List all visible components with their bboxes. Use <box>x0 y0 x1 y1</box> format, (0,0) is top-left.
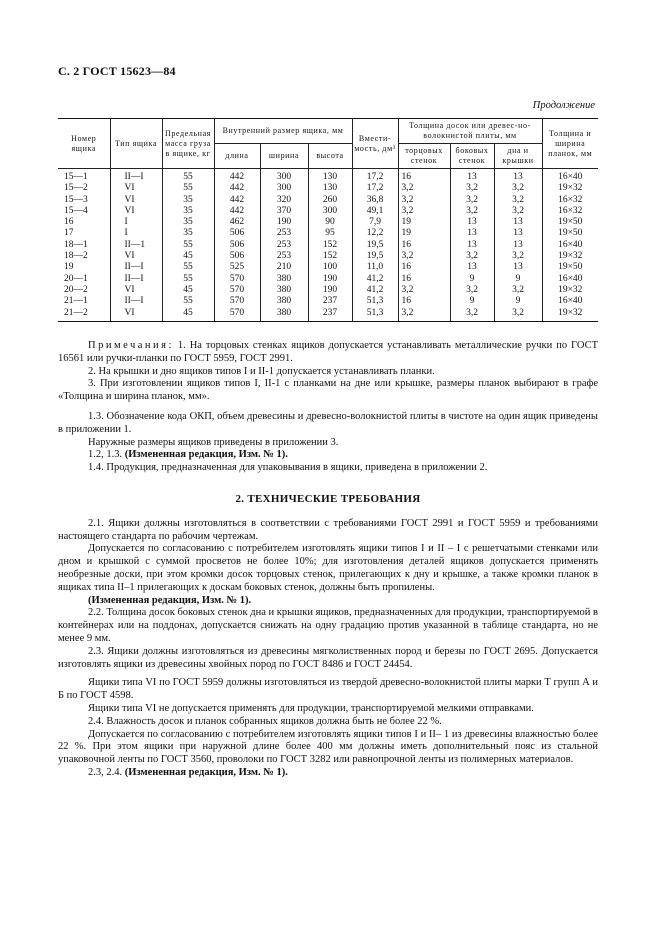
table-cell: 210 <box>260 262 308 273</box>
table-row <box>58 285 598 296</box>
table-cell: 15—3 <box>58 195 110 206</box>
table-cell: 300 <box>260 169 308 184</box>
table-cell: 253 <box>260 228 308 239</box>
table-cell: 152 <box>308 251 352 262</box>
table-cell: 19×50 <box>542 262 598 273</box>
table-cell: 35 <box>162 228 214 239</box>
table-cell: 19×32 <box>542 285 598 296</box>
notes-label: Примечания: <box>88 340 174 351</box>
header-height: высота <box>308 144 352 169</box>
header-number: Номер ящика <box>58 119 110 169</box>
page-header: С. 2 ГОСТ 15623—84 <box>58 64 176 78</box>
table-cell: 3,2 <box>494 285 542 296</box>
paragraph-outer-sizes: Наружные размеры ящиков приведены в приложении 3. <box>88 436 339 448</box>
table-cell: VI <box>110 308 162 322</box>
table-cell: 300 <box>308 206 352 217</box>
table-cell: I <box>110 228 162 239</box>
table-row <box>58 251 598 262</box>
table-row <box>58 183 598 194</box>
table-cell: 16 <box>398 262 450 273</box>
table-cell: 442 <box>214 183 260 194</box>
table-cell: 237 <box>308 296 352 307</box>
table-cell: 18—1 <box>58 240 110 251</box>
table-row <box>58 195 598 206</box>
table-cell: 3,2 <box>450 285 494 296</box>
table-cell: 13 <box>450 240 494 251</box>
header-slats: Толщина и ширина планок, мм <box>542 119 598 169</box>
table-cell: 20—1 <box>58 274 110 285</box>
table-cell: 300 <box>260 183 308 194</box>
table-cell: 7,9 <box>352 217 398 228</box>
table-cell: 55 <box>162 296 214 307</box>
table-cell: 13 <box>450 262 494 273</box>
table-cell: 20—2 <box>58 285 110 296</box>
paragraph-2-4: 2.4. Влажность досок и планок собранных ящиков должна быть не более 22 %. <box>88 715 442 727</box>
paragraph-2-1-b: Допускается по согласованию с потребителем изготовлять ящики типов I и II – I с решетчатыми стенками или дном и крышкой с суммой просветов не более 10%; для изготовления деталей ящиков допускается применять необрезные доски, при этом кромки досок торцовых стенок, прилегающих к дну и крышке, а также кромки планок в ящиках типа II–1 прилегающих к доскам боковых стенок, должны быть пропилены. <box>58 543 598 593</box>
header-width: ширина <box>260 144 308 169</box>
table-cell: 19×32 <box>542 308 598 322</box>
table-cell: 19×50 <box>542 228 598 239</box>
paragraph-2-1: 2.1. Ящики должны изготовляться в соответствии с требованиями ГОСТ 2991 и ГОСТ 5959 и требованиями настоящего стандарта по рабочим чертежам. <box>58 517 598 542</box>
table-cell: 380 <box>260 285 308 296</box>
table-cell: 16×40 <box>542 274 598 285</box>
table-cell: 13 <box>450 169 494 184</box>
table-cell: 13 <box>494 217 542 228</box>
note-2: 2. На крышки и дно ящиков типов I и II-1 допускается устанавливать планки. <box>88 365 435 377</box>
table-cell: 55 <box>162 240 214 251</box>
table-cell: 3,2 <box>398 285 450 296</box>
table-cell: 190 <box>260 217 308 228</box>
table-row <box>58 274 598 285</box>
table-cell: 17,2 <box>352 169 398 184</box>
table-cell: II—I <box>110 262 162 273</box>
table-cell: 41,2 <box>352 274 398 285</box>
table-cell: 152 <box>308 240 352 251</box>
table-cell: 570 <box>214 308 260 322</box>
table-cell: 55 <box>162 262 214 273</box>
table-cell: 18—2 <box>58 251 110 262</box>
table-cell: II—I <box>110 296 162 307</box>
header-side-walls: боковых стенок <box>450 144 494 169</box>
table-cell: 17 <box>58 228 110 239</box>
table-cell: 95 <box>308 228 352 239</box>
table-cell: 16 <box>398 169 450 184</box>
table-cell: 130 <box>308 183 352 194</box>
table-cell: 9 <box>450 274 494 285</box>
table-cell: 442 <box>214 206 260 217</box>
table-cell: 45 <box>162 308 214 322</box>
paragraph-2-3-b: Ящики типа VI по ГОСТ 5959 должны изготовляться из твердой древесно-волокнистой плиты марки Т групп А и Б по ГОСТ 4598. <box>58 677 598 702</box>
header-end-walls: торцовых стенок <box>398 144 450 169</box>
header-max-mass: Предельная масса груза в ящике, кг <box>162 119 214 169</box>
table-cell: 9 <box>450 296 494 307</box>
table-row <box>58 169 598 184</box>
table-cell: 13 <box>494 228 542 239</box>
table-cell: 380 <box>260 308 308 322</box>
table-cell: 3,2 <box>494 183 542 194</box>
table-cell: VI <box>110 195 162 206</box>
table-cell: 380 <box>260 274 308 285</box>
table-cell: 16 <box>398 274 450 285</box>
paragraph-2-3: 2.3. Ящики должны изготовляться из древесины мягколиственных пород и березы по ГОСТ 2695. Допускается изготовлять ящики из древесины хвойных пород по ГОСТ 8486 и ГОСТ 24454. <box>58 645 598 670</box>
table-cell: 15—4 <box>58 206 110 217</box>
table-cell: 3,2 <box>450 251 494 262</box>
table-cell: II—I <box>110 274 162 285</box>
table-cell: 130 <box>308 169 352 184</box>
table-cell: VI <box>110 285 162 296</box>
table-cell: 506 <box>214 240 260 251</box>
amend-prefix-3: 2.3, 2.4. <box>88 766 123 778</box>
amendment-note-1: (Измененная редакция, Изм. № 1). <box>124 449 288 461</box>
table-body <box>58 169 598 322</box>
table-cell: 12,2 <box>352 228 398 239</box>
table-cell: VI <box>110 251 162 262</box>
table-cell: 190 <box>308 285 352 296</box>
note-3: 3. При изготовлении ящиков типов I, II-1 с планками на дне или крышке, размеры планок выбирают в графе «Толщина и ширина планок, мм». <box>58 378 598 403</box>
table-cell: 442 <box>214 169 260 184</box>
amendment-note-3: (Измененная редакция, Изм. № 1). <box>124 766 288 778</box>
table-cell: 19 <box>398 217 450 228</box>
table-cell: 13 <box>494 169 542 184</box>
table-cell: 17,2 <box>352 183 398 194</box>
table-cell: 380 <box>260 296 308 307</box>
table-row <box>58 206 598 217</box>
table-cell: 253 <box>260 251 308 262</box>
table-cell: 3,2 <box>450 183 494 194</box>
table-cell: VI <box>110 183 162 194</box>
table-cell: 3,2 <box>398 251 450 262</box>
table-cell: 19,5 <box>352 240 398 251</box>
table-cell: 19 <box>58 262 110 273</box>
section-2-title: 2. ТЕХНИЧЕСКИЕ ТРЕБОВАНИЯ <box>235 493 421 505</box>
table-cell: 100 <box>308 262 352 273</box>
table-cell: 3,2 <box>398 206 450 217</box>
table-cell: 35 <box>162 217 214 228</box>
table-cell: 570 <box>214 285 260 296</box>
table-cell: 13 <box>450 228 494 239</box>
table-cell: 320 <box>260 195 308 206</box>
table-cell: 15—1 <box>58 169 110 184</box>
table-cell: II—I <box>110 169 162 184</box>
header-bottom-lid: дна и крышки <box>494 144 542 169</box>
table-cell: 49,1 <box>352 206 398 217</box>
table-cell: 370 <box>260 206 308 217</box>
table-cell: 13 <box>450 217 494 228</box>
paragraph-2-2: 2.2. Толщина досок боковых стенок дна и крышки ящиков, предназначенных для продукции, транспортируемой в контейнерах или на поддонах, допускается снижать на одну градацию против указанной в таблице стандарта, но не менее 9 мм. <box>58 607 598 644</box>
table-cell: 35 <box>162 206 214 217</box>
table-cell: 3,2 <box>494 195 542 206</box>
table-cell: 55 <box>162 169 214 184</box>
section-1-tail <box>58 411 598 475</box>
table-cell: 3,2 <box>450 308 494 322</box>
section-2 <box>58 493 598 780</box>
table-cell: 55 <box>162 183 214 194</box>
table-cell: 19 <box>398 228 450 239</box>
header-thickness: Толщина досок или древес-но-волокнистой плиты, мм <box>398 119 542 144</box>
table-cell: 55 <box>162 274 214 285</box>
notes-block <box>58 340 598 404</box>
table-cell: 16×40 <box>542 240 598 251</box>
table-cell: 525 <box>214 262 260 273</box>
table-cell: 3,2 <box>398 308 450 322</box>
box-sizes-table <box>58 118 598 322</box>
table-cell: 15—2 <box>58 183 110 194</box>
table-cell: I <box>110 217 162 228</box>
table-cell: 9 <box>494 274 542 285</box>
table-cell: 506 <box>214 228 260 239</box>
note-1: 1. На торцовых стенках ящиков допускается устанавливать металлические ручки по ГОСТ 16561 или ручки-планки по ГОСТ 5959, ГОСТ 2991. <box>58 340 598 364</box>
paragraph-1-3: 1.3. Обозначение кода ОКП, объем древесины и древесно-волокнистой плиты в чистоте на один ящик приведены в приложении 1. <box>58 411 598 435</box>
table-cell: 51,3 <box>352 296 398 307</box>
table-row <box>58 308 598 322</box>
paragraph-2-3-2-4-amend <box>58 767 598 780</box>
table-cell: 506 <box>214 251 260 262</box>
table-cell: 19×32 <box>542 251 598 262</box>
table-cell: 51,3 <box>352 308 398 322</box>
table-cell: 3,2 <box>398 183 450 194</box>
header-length: длина <box>214 144 260 169</box>
table-cell: 19×50 <box>542 217 598 228</box>
table-cell: 16×40 <box>542 169 598 184</box>
table-cell: 570 <box>214 296 260 307</box>
continuation-label: Продолжение <box>532 100 595 111</box>
table-cell: 253 <box>260 240 308 251</box>
header-inner-size: Внутренний размер ящика, мм <box>214 119 352 144</box>
table-cell: 9 <box>494 296 542 307</box>
table-cell: 11,0 <box>352 262 398 273</box>
table-cell: 3,2 <box>494 206 542 217</box>
table-cell: 16 <box>58 217 110 228</box>
table-cell: 16×40 <box>542 296 598 307</box>
table-cell: 3,2 <box>494 251 542 262</box>
table-cell: 3,2 <box>494 308 542 322</box>
table-row <box>58 296 598 307</box>
paragraph-1-4: 1.4. Продукция, предназначенная для упаковывания в ящики, приведена в приложении 2. <box>88 462 488 474</box>
table-cell: 45 <box>162 251 214 262</box>
table-row <box>58 262 598 273</box>
table-cell: 190 <box>308 274 352 285</box>
paragraph-1-2-1-3-amend <box>58 449 598 462</box>
table-cell: 19,5 <box>352 251 398 262</box>
header-capacity: Вмести-мость, дм³ <box>352 119 398 169</box>
table-cell: 41,2 <box>352 285 398 296</box>
table-cell: 21—2 <box>58 308 110 322</box>
table-cell: 16 <box>398 296 450 307</box>
table-cell: 13 <box>494 240 542 251</box>
table-cell: 19×32 <box>542 183 598 194</box>
amendment-note-2: (Измененная редакция, Изм. № 1). <box>88 594 252 606</box>
table-cell: 442 <box>214 195 260 206</box>
table-cell: 237 <box>308 308 352 322</box>
table-cell: 260 <box>308 195 352 206</box>
table-cell: 45 <box>162 285 214 296</box>
table-cell: 16×32 <box>542 206 598 217</box>
table-row <box>58 240 598 251</box>
table-row <box>58 217 598 228</box>
table-cell: II—1 <box>110 240 162 251</box>
header-type: Тип ящика <box>110 119 162 169</box>
table-cell: 90 <box>308 217 352 228</box>
table-cell: 462 <box>214 217 260 228</box>
table-cell: VI <box>110 206 162 217</box>
table-cell: 3,2 <box>450 206 494 217</box>
table-cell: 3,2 <box>450 195 494 206</box>
table-cell: 21—1 <box>58 296 110 307</box>
table-cell: 570 <box>214 274 260 285</box>
table-row <box>58 228 598 239</box>
table-cell: 35 <box>162 195 214 206</box>
table-cell: 16×32 <box>542 195 598 206</box>
table-cell: 16 <box>398 240 450 251</box>
amend-prefix-1: 1.2, 1.3. <box>88 449 123 461</box>
table-cell: 36,8 <box>352 195 398 206</box>
paragraph-2-3-c: Ящики типа VI не допускается применять для продукции, транспортируемой мелкими отправками. <box>88 702 534 714</box>
paragraph-2-4-b: Допускается по согласованию с потребителем изготовлять ящики типов I и II– 1 из древесины влажностью более 22 %. При этом ящики при наружной длине более 400 мм должны иметь дополнительный пояс из стальной упаковочной ленты по ГОСТ 3560, проволоки по ГОСТ 3282 или равнопрочной ленты из полимерных материалов. <box>58 728 598 766</box>
table-cell: 3,2 <box>398 195 450 206</box>
table-cell: 13 <box>494 262 542 273</box>
